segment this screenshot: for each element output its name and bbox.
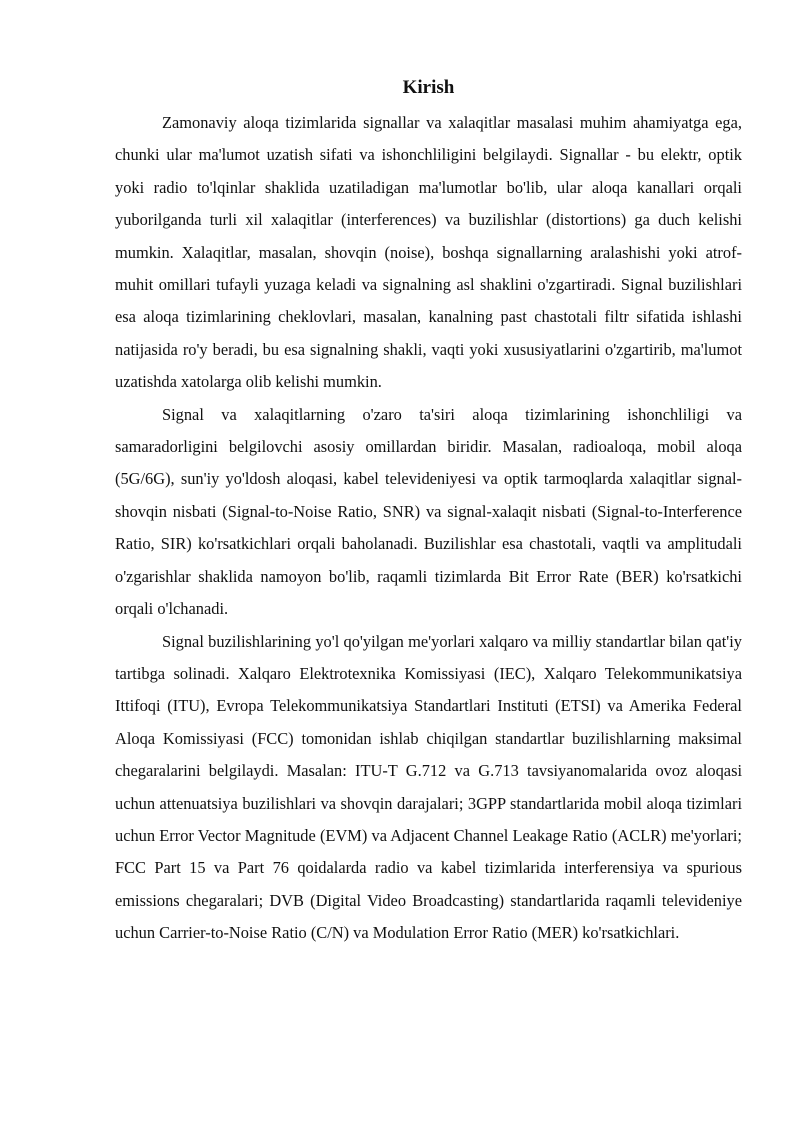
paragraph-1: Zamonaviy aloqa tizimlarida signallar va xalaqitlar masalasi muhim ahamiyatga ega, chunki ular ma'lumot uzatish sifati va ishonchliligini belgilaydi. Signallar - bu elektr, optik yoki radio to'lqinlar shaklida uzatiladigan ma'lumotlar bo'lib, ular aloqa kanallari orqali yuborilganda turli xil xalaqitlar (interferences) va buzilishlar (distortions) ga duch kelishi mumkin. Xalaqitlar, masalan, shovqin (noise), boshqa signallarning aralashishi yoki atrof-muhit omillari tufayli yuzaga keladi va signalning asl shaklini o'zgartiradi. Signal buzilishlari esa aloqa tizimlarining cheklovlari, masalan, kanalning past chastotali filtr sifatida ishlashi natijasida ro'y beradi, bu esa signalning shakli, vaqti yoki xususiyatlarini o'zgartirib, ma'lumot uzatishda xatolarga olib kelishi mumkin. bbox=[115, 113, 742, 392]
paragraph-2: Signal va xalaqitlarning o'zaro ta'siri aloqa tizimlarining ishonchliligi va samaradorligini belgilovchi asosiy omillardan biridir. Masalan, radioaloqa, mobil aloqa (5G/6G), sun'iy yo'ldosh aloqasi, kabel televideniyesi va optik tarmoqlarda xalaqitlar signal-shovqin nisbati (Signal-to-Noise Ratio, SNR) va signal-xalaqit nisbati (Signal-to-Interference Ratio, SIR) ko'rsatkichlari orqali baholanadi. Buzilishlar esa chastotali, vaqtli va amplitudali o'zgarishlar shaklida namoyon bo'lib, raqamli tizimlarda Bit Error Rate (BER) ko'rsatkichi orqali o'lchanadi. bbox=[115, 404, 742, 619]
section-title: Kirish bbox=[402, 77, 455, 98]
paragraph-3: Signal buzilishlarining yo'l qo'yilgan me'yorlari xalqaro va milliy standartlar bilan qat'iy tartibga solinadi. Xalqaro Elektrotexnika Komissiyasi (IEC), Xalqaro Telekommunikatsiya Ittifoqi (ITU), Evropa Telekommunikatsiya Standartlari Instituti (ETSI) va Amerika Federal Aloqa Komissiyasi (FCC) tomonidan ishlab chiqilgan standartlar buzilishlarning maksimal chegaralarini belgilaydi. Masalan: ITU-T G.712 va G.713 tavsiyanomalarida ovoz aloqasi uchun attenuatsiya buzilishlari va shovqin darajalari; 3GPP standartlarida mobil aloqa tizimlari uchun Error Vector Magnitude (EVM) va Adjacent Channel Leakage Ratio (ACLR) me'yorlari; FCC Part 15 va Part 76 qoidalarda radio va kabel tizimlarida interferensiya va spurious emissions chegaralari; DVB (Digital Video Broadcasting) standartlarida raqamli televideniye uchun Carrier-to-Noise Ratio (C/N) va Modulation Error Ratio (MER) ko'rsatkichlari. bbox=[115, 631, 742, 943]
document-page bbox=[115, 76, 742, 950]
